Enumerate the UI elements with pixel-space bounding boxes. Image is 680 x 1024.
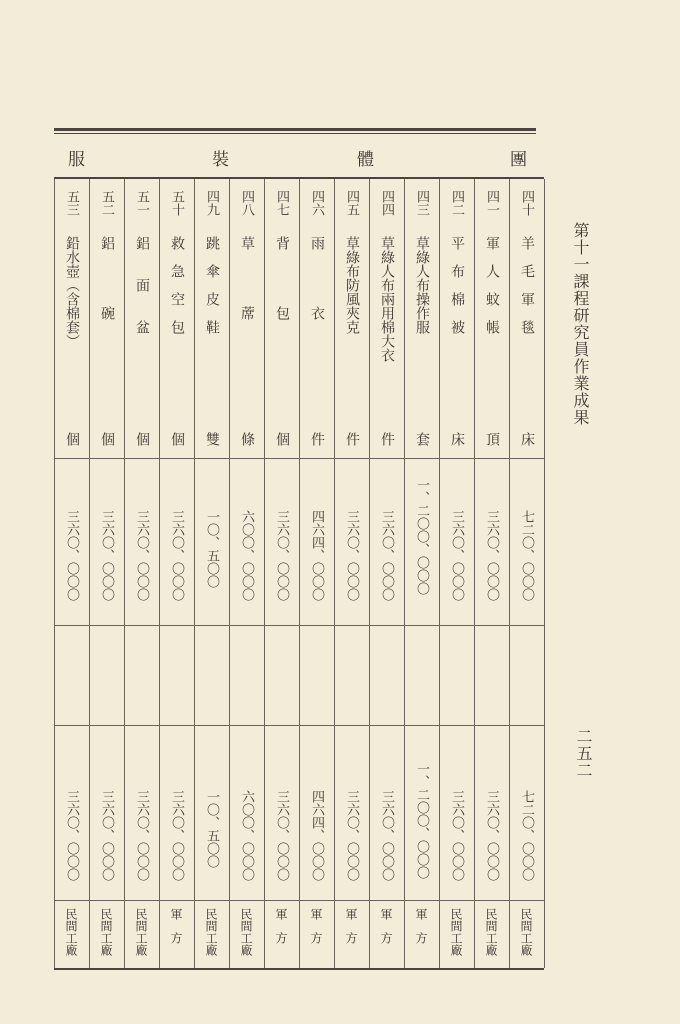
column-divider: [404, 179, 405, 968]
item-name: 羊 毛 軍 毯: [519, 236, 535, 334]
column-divider: [299, 179, 300, 968]
item-unit: 頂: [484, 432, 500, 446]
row-number: 四二: [449, 190, 464, 216]
column-divider: [194, 179, 195, 968]
quantity-2: 三六〇、〇〇〇: [134, 790, 149, 881]
item-name: 雨 衣: [309, 236, 325, 320]
quantity-2: 四六四、〇〇〇: [309, 790, 324, 881]
source: 軍 方: [414, 908, 428, 944]
source: 民間工廠: [239, 908, 253, 956]
item-unit: 床: [449, 432, 465, 446]
column-divider: [124, 179, 125, 968]
column-divider: [509, 179, 510, 968]
quantity-2: 三六〇、〇〇〇: [344, 790, 359, 881]
column-divider: [54, 179, 55, 968]
source: 軍 方: [344, 908, 358, 944]
item-name: 跳 傘 皮 鞋: [204, 236, 220, 334]
column-divider: [264, 179, 265, 968]
quantity-1: 三六〇、〇〇〇: [449, 510, 464, 601]
column-divider: [544, 179, 545, 968]
item-name: 鋁 面 盆: [134, 236, 150, 334]
quantity-2: 三六〇、〇〇〇: [449, 790, 464, 881]
source: 軍 方: [379, 908, 393, 944]
header-char-1: 服: [68, 150, 87, 170]
item-unit: 套: [414, 432, 430, 446]
quantity-1: 七二〇、〇〇〇: [519, 510, 534, 601]
quantity-2: 七二〇、〇〇〇: [519, 790, 534, 881]
side-title: 第十一課程研究員作業成果: [571, 222, 590, 426]
source: 民間工廠: [484, 908, 498, 956]
item-name: 鋁 碗: [99, 236, 115, 320]
row-number: 五一: [134, 190, 149, 216]
item-unit: 件: [309, 432, 325, 446]
quantity-1: 三六〇、〇〇〇: [274, 510, 289, 601]
item-unit: 條: [239, 432, 255, 446]
item-name: 鉛水壺（含棉套）: [64, 236, 80, 348]
source: 民間工廠: [99, 908, 113, 956]
quantity-1: 三六〇、〇〇〇: [344, 510, 359, 601]
column-divider: [89, 179, 90, 968]
row-number: 四九: [204, 190, 219, 216]
column-divider: [369, 179, 370, 968]
section-divider: [54, 458, 544, 459]
quantity-1: 三六〇、〇〇〇: [169, 510, 184, 601]
row-number: 四四: [379, 190, 394, 216]
item-name: 草 蓆: [239, 236, 255, 320]
section-divider: [54, 625, 544, 626]
column-divider: [159, 179, 160, 968]
row-number: 四五: [344, 190, 359, 216]
source: 民間工廠: [64, 908, 78, 956]
item-unit: 個: [99, 432, 115, 446]
section-divider: [54, 725, 544, 726]
item-name: 平 布 棉 被: [449, 236, 465, 334]
quantity-1: 三六〇、〇〇〇: [484, 510, 499, 601]
item-unit: 件: [379, 432, 395, 446]
column-divider: [439, 179, 440, 968]
item-name: 草綠布防風夾克: [344, 236, 360, 334]
item-unit: 個: [274, 432, 290, 446]
row-number: 四十: [519, 190, 534, 216]
item-name: 背 包: [274, 236, 290, 320]
item-unit: 件: [344, 432, 360, 446]
row-number: 五十: [169, 190, 184, 216]
item-name: 草綠人布兩用棉大衣: [379, 236, 395, 362]
quantity-2: 三六〇、〇〇〇: [169, 790, 184, 881]
header-char-3: 體: [357, 150, 376, 170]
source: 軍 方: [274, 908, 288, 944]
item-name: 軍 人 蚊 帳: [484, 236, 500, 334]
quantity-1: 四六四、〇〇〇: [309, 510, 324, 601]
row-number: 四七: [274, 190, 289, 216]
source: 民間工廠: [449, 908, 463, 956]
item-name: 草綠人布操作服: [414, 236, 430, 334]
quantity-1: 三六〇、〇〇〇: [99, 510, 114, 601]
quantity-1: 六〇〇、〇〇〇: [239, 510, 254, 601]
column-divider: [334, 179, 335, 968]
section-divider: [54, 900, 544, 901]
source: 民間工廠: [134, 908, 148, 956]
source: 軍 方: [309, 908, 323, 944]
quantity-2: 一〇、五〇〇: [204, 790, 219, 868]
row-number: 四一: [484, 190, 499, 216]
item-unit: 床: [519, 432, 535, 446]
item-name: 救 急 空 包: [169, 236, 185, 334]
quantity-2: 三六〇、〇〇〇: [379, 790, 394, 881]
header-char-4: 團: [510, 150, 529, 170]
item-unit: 個: [169, 432, 185, 446]
item-unit: 個: [64, 432, 80, 446]
page-number: 二五二: [574, 728, 593, 779]
row-number: 四六: [309, 190, 324, 216]
row-number: 四三: [414, 190, 429, 216]
bottom-rule: [54, 968, 544, 970]
source: 民間工廠: [519, 908, 533, 956]
item-unit: 雙: [204, 432, 220, 446]
quantity-2: 三六〇、〇〇〇: [99, 790, 114, 881]
column-divider: [229, 179, 230, 968]
quantity-1: 三六〇、〇〇〇: [64, 510, 79, 601]
row-number: 四八: [239, 190, 254, 216]
quantity-1: 三六〇、〇〇〇: [379, 510, 394, 601]
row-number: 五三: [64, 190, 79, 216]
quantity-2: 六〇〇、〇〇〇: [239, 790, 254, 881]
quantity-2: 三六〇、〇〇〇: [484, 790, 499, 881]
column-divider: [474, 179, 475, 968]
header-char-2: 裝: [212, 150, 231, 170]
source: 軍 方: [169, 908, 183, 944]
quantity-2: 三六〇、〇〇〇: [64, 790, 79, 881]
row-number: 五二: [99, 190, 114, 216]
source: 民間工廠: [204, 908, 218, 956]
quantity-1: 一、二〇〇、〇〇〇: [414, 478, 429, 595]
quantity-2: 三六〇、〇〇〇: [274, 790, 289, 881]
quantity-1: 一〇、五〇〇: [204, 510, 219, 588]
item-unit: 個: [134, 432, 150, 446]
quantity-2: 一、二〇〇、〇〇〇: [414, 762, 429, 879]
quantity-1: 三六〇、〇〇〇: [134, 510, 149, 601]
